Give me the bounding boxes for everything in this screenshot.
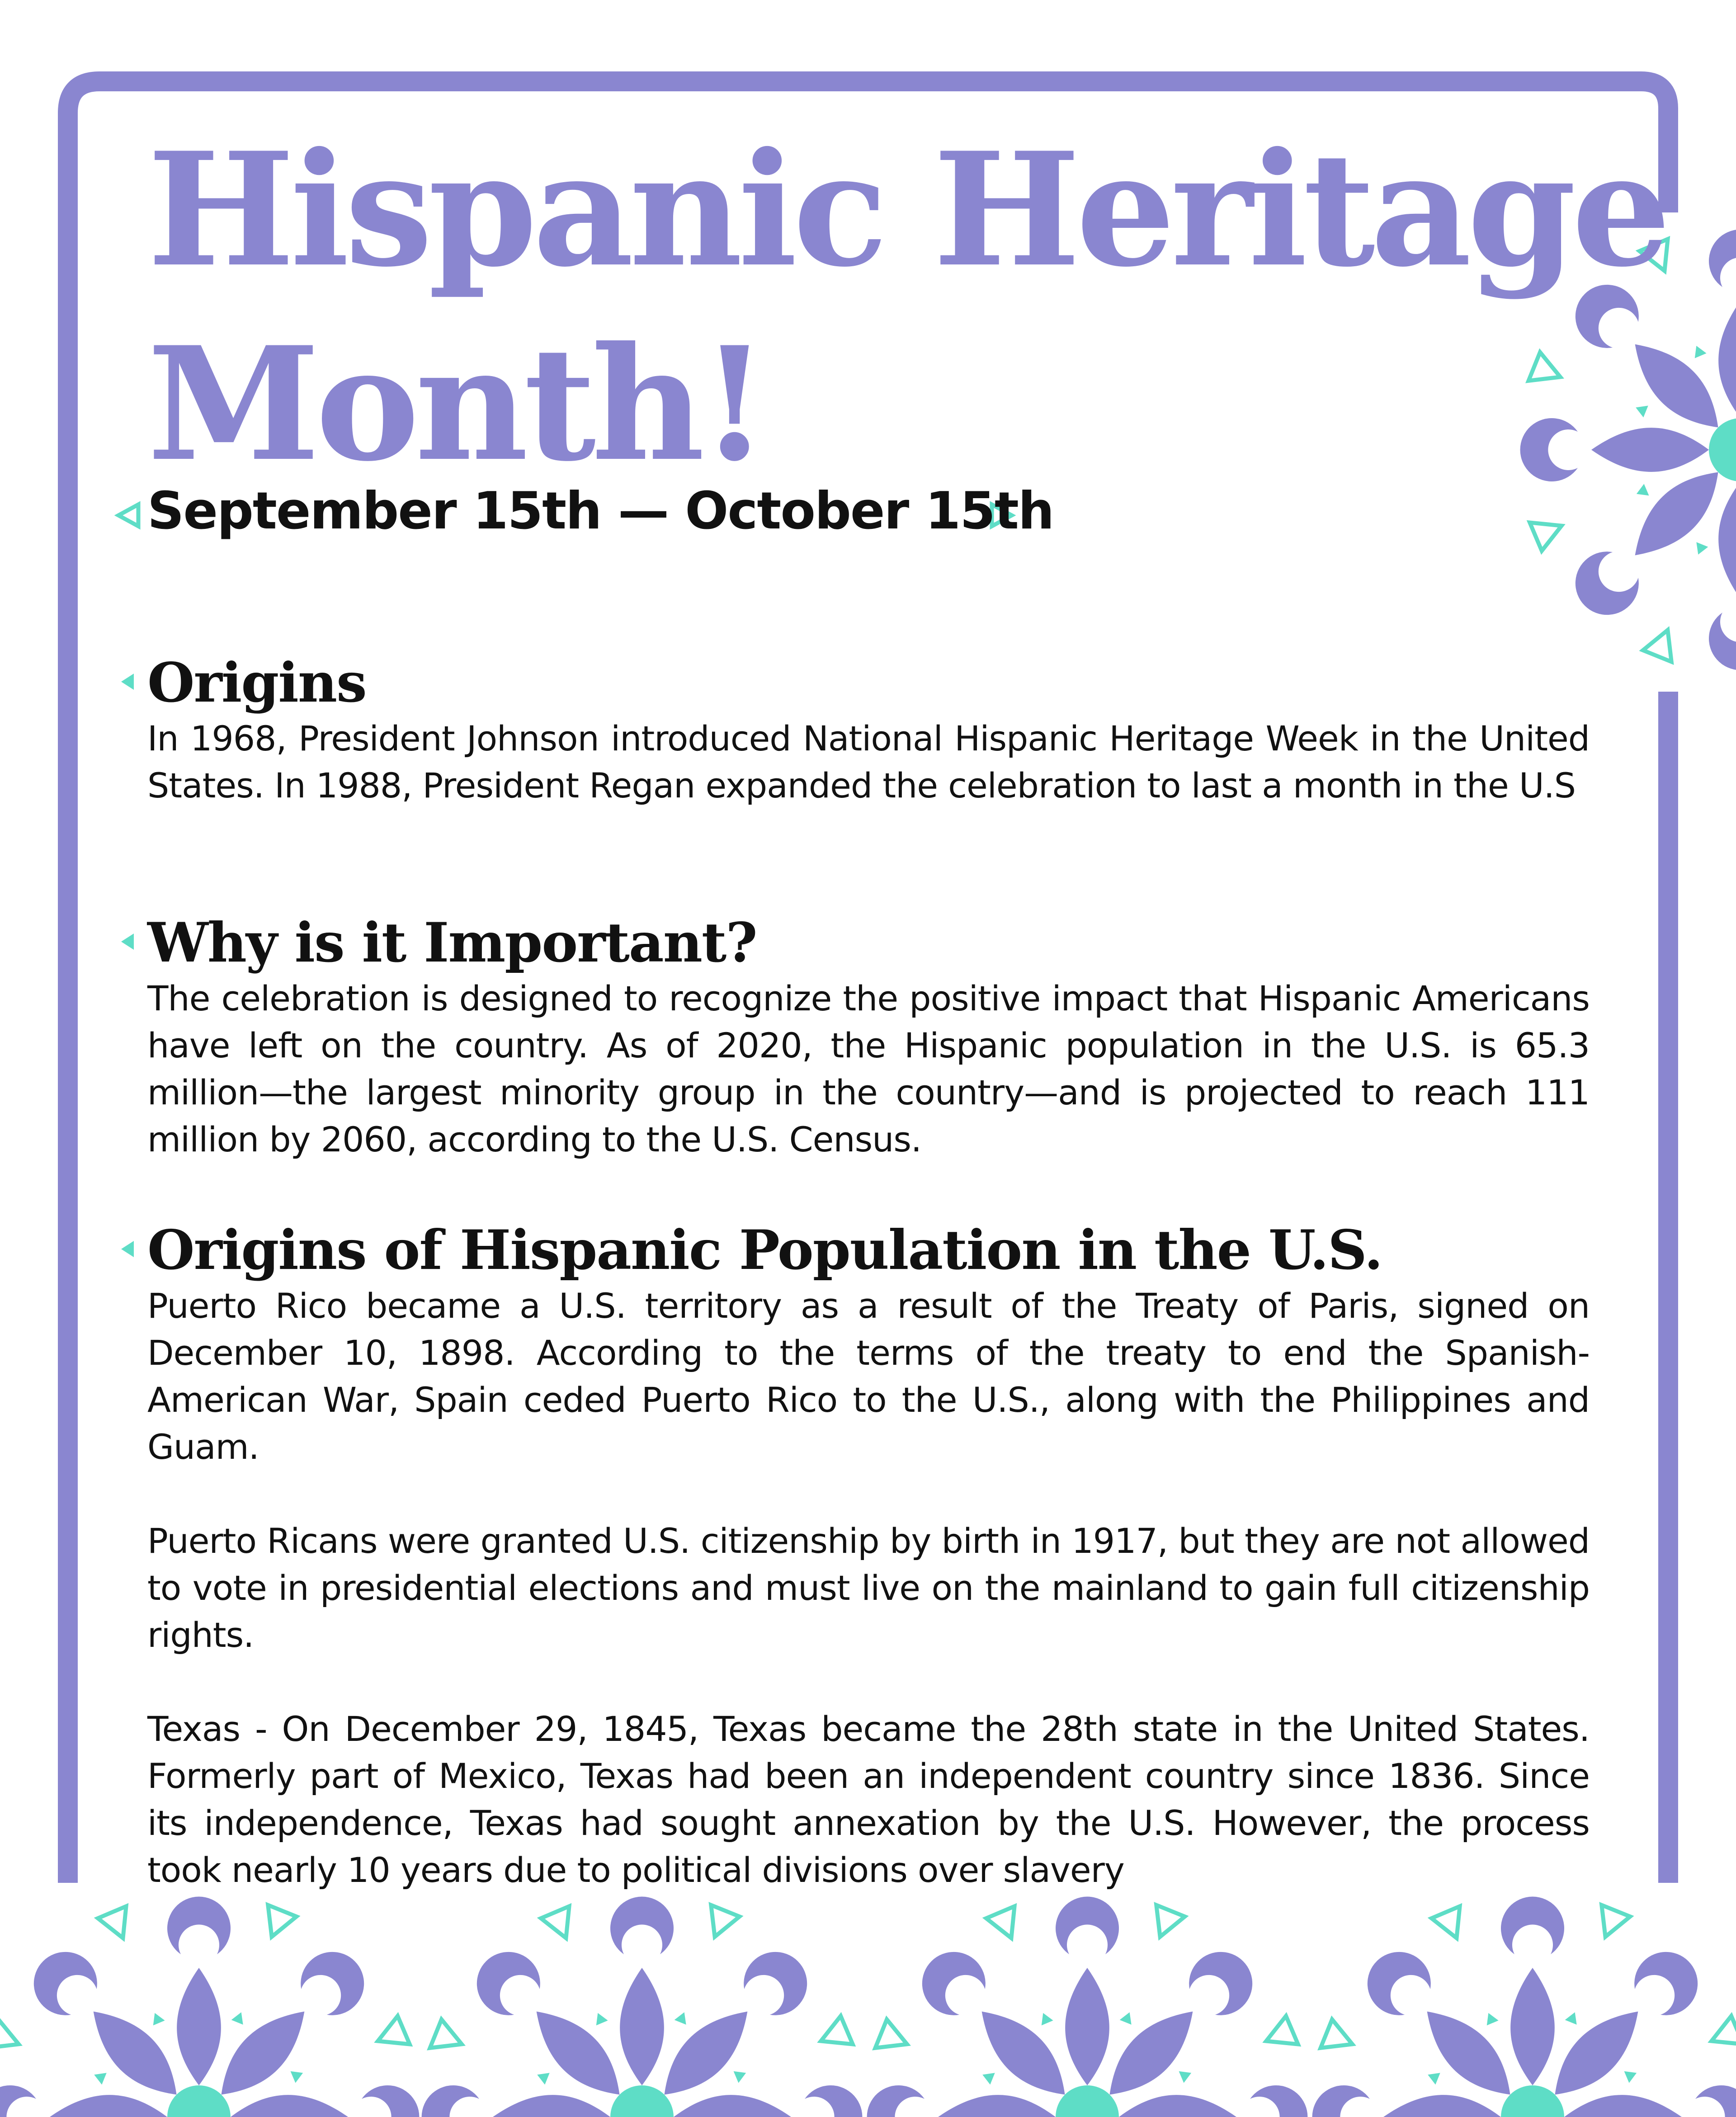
papel-flower-ornament <box>0 1892 424 2117</box>
page-title <box>147 113 1666 502</box>
papel-flower-ornament <box>417 1892 867 2117</box>
triangle-pointer-icon <box>118 504 138 526</box>
title-line-1: Hispanic Heritage <box>147 118 1667 302</box>
section-heading: Why is it Important? <box>147 911 757 975</box>
section-paragraph: The celebration is designed to recognize the positive impact that Hispanic Americans have left on the country. As of 2020, the Hispanic population in the U.S. is 65.3 million—the largest minority group in the country—and is projected to reach 111 million by 2060, according to the U.S. Census. <box>147 978 1590 1160</box>
section-heading: Origins of Hispanic Population in the U.S. <box>147 1218 1382 1282</box>
section-paragraph: Puerto Ricans were granted U.S. citizenship by birth in 1917, but they are not allowed to vote in presidential elections and must live on the mainland to gain full citizenship rights. <box>147 1521 1590 1655</box>
triangle-pointer-icon <box>121 674 134 690</box>
section-origins-population <box>147 1218 1590 1894</box>
section-paragraph: In 1968, President Johnson introduced National Hispanic Heritage Week in the United States. In 1988, President Regan expanded the celebration to last a month in the U.S <box>147 718 1590 806</box>
papel-flower-ornament <box>863 1892 1312 2117</box>
section-why-important <box>147 911 1590 1163</box>
section-paragraph: Texas - On December 29, 1845, Texas became the 28th state in the United States. Formerly part of Mexico, Texas had been an independent country since 1836. Since its independence, Texas had sought annexation by the U.S. However, the process took nearly 10 years due to political divisions over slavery <box>147 1709 1590 1890</box>
triangle-pointer-icon <box>121 1241 134 1257</box>
date-range: September 15th — October 15th <box>147 481 1054 541</box>
section-paragraph: Puerto Rico became a U.S. territory as a result of the Treaty of Paris, signed on December 10, 1898. According to the terms of the treaty to end the Spanish-American War, Spain ceded Puerto Rico to the U.S., along with the Philippines and Guam. <box>147 1286 1590 1467</box>
triangle-pointer-icon <box>121 934 134 950</box>
section-origins <box>147 651 1590 809</box>
title-line-2: Month! <box>147 313 764 496</box>
section-heading: Origins <box>147 651 366 715</box>
papel-flower-ornament <box>1308 1892 1736 2117</box>
